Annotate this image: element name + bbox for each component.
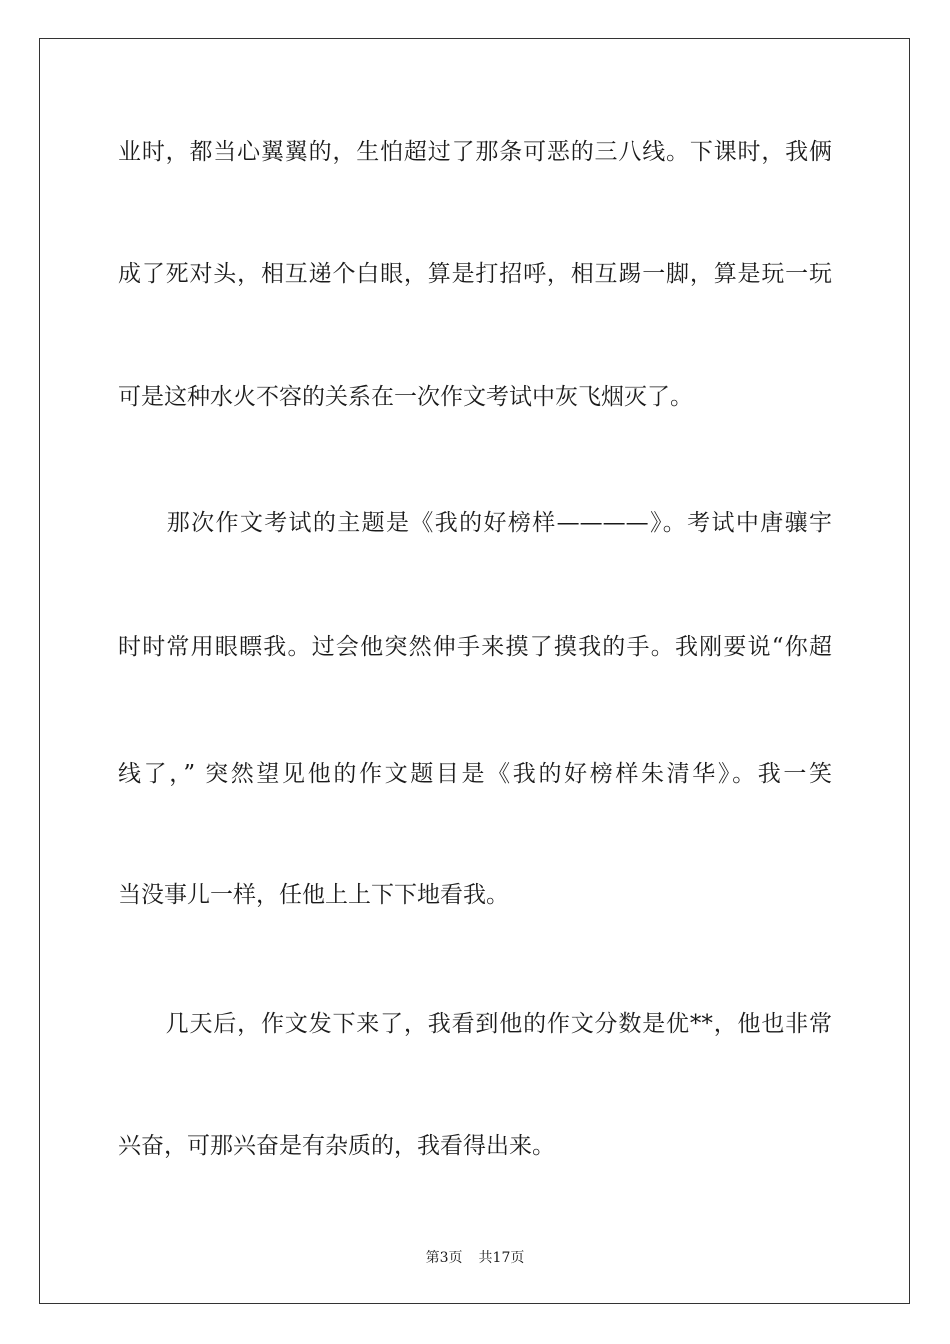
text-line-2: 成了死对头，相互递个白眼，算是打招呼，相互踢一脚，算是玩一玩 [118,261,832,287]
page-footer [0,1247,950,1267]
page-total: 共17页 [478,1250,525,1266]
text-line-8: 几天后，作文发下来了，我看到他的作文分数是优**，他也非常 [118,1011,832,1037]
text-line-6: 线了，” 突然望见他的作文题目是《我的好榜样朱清华》。我一笑 [118,761,832,787]
page-number: 第3页 [425,1250,463,1266]
text-line-7: 当没事儿一样，任他上上下下地看我。 [118,882,509,908]
text-line-9: 兴奋，可那兴奋是有杂质的，我看得出来。 [118,1133,555,1159]
text-line-3: 可是这种水火不容的关系在一次作文考试中灰飞烟灭了。 [118,384,693,410]
text-line-4: 那次作文考试的主题是《我的好榜样————》。考试中唐骧宇 [118,510,832,536]
text-line-5: 时时常用眼瞟我。过会他突然伸手来摸了摸我的手。我刚要说“你超 [118,634,832,660]
page-border [39,38,910,1304]
text-line-1: 业时，都当心翼翼的，生怕超过了那条可恶的三八线。下课时，我俩 [118,139,832,165]
